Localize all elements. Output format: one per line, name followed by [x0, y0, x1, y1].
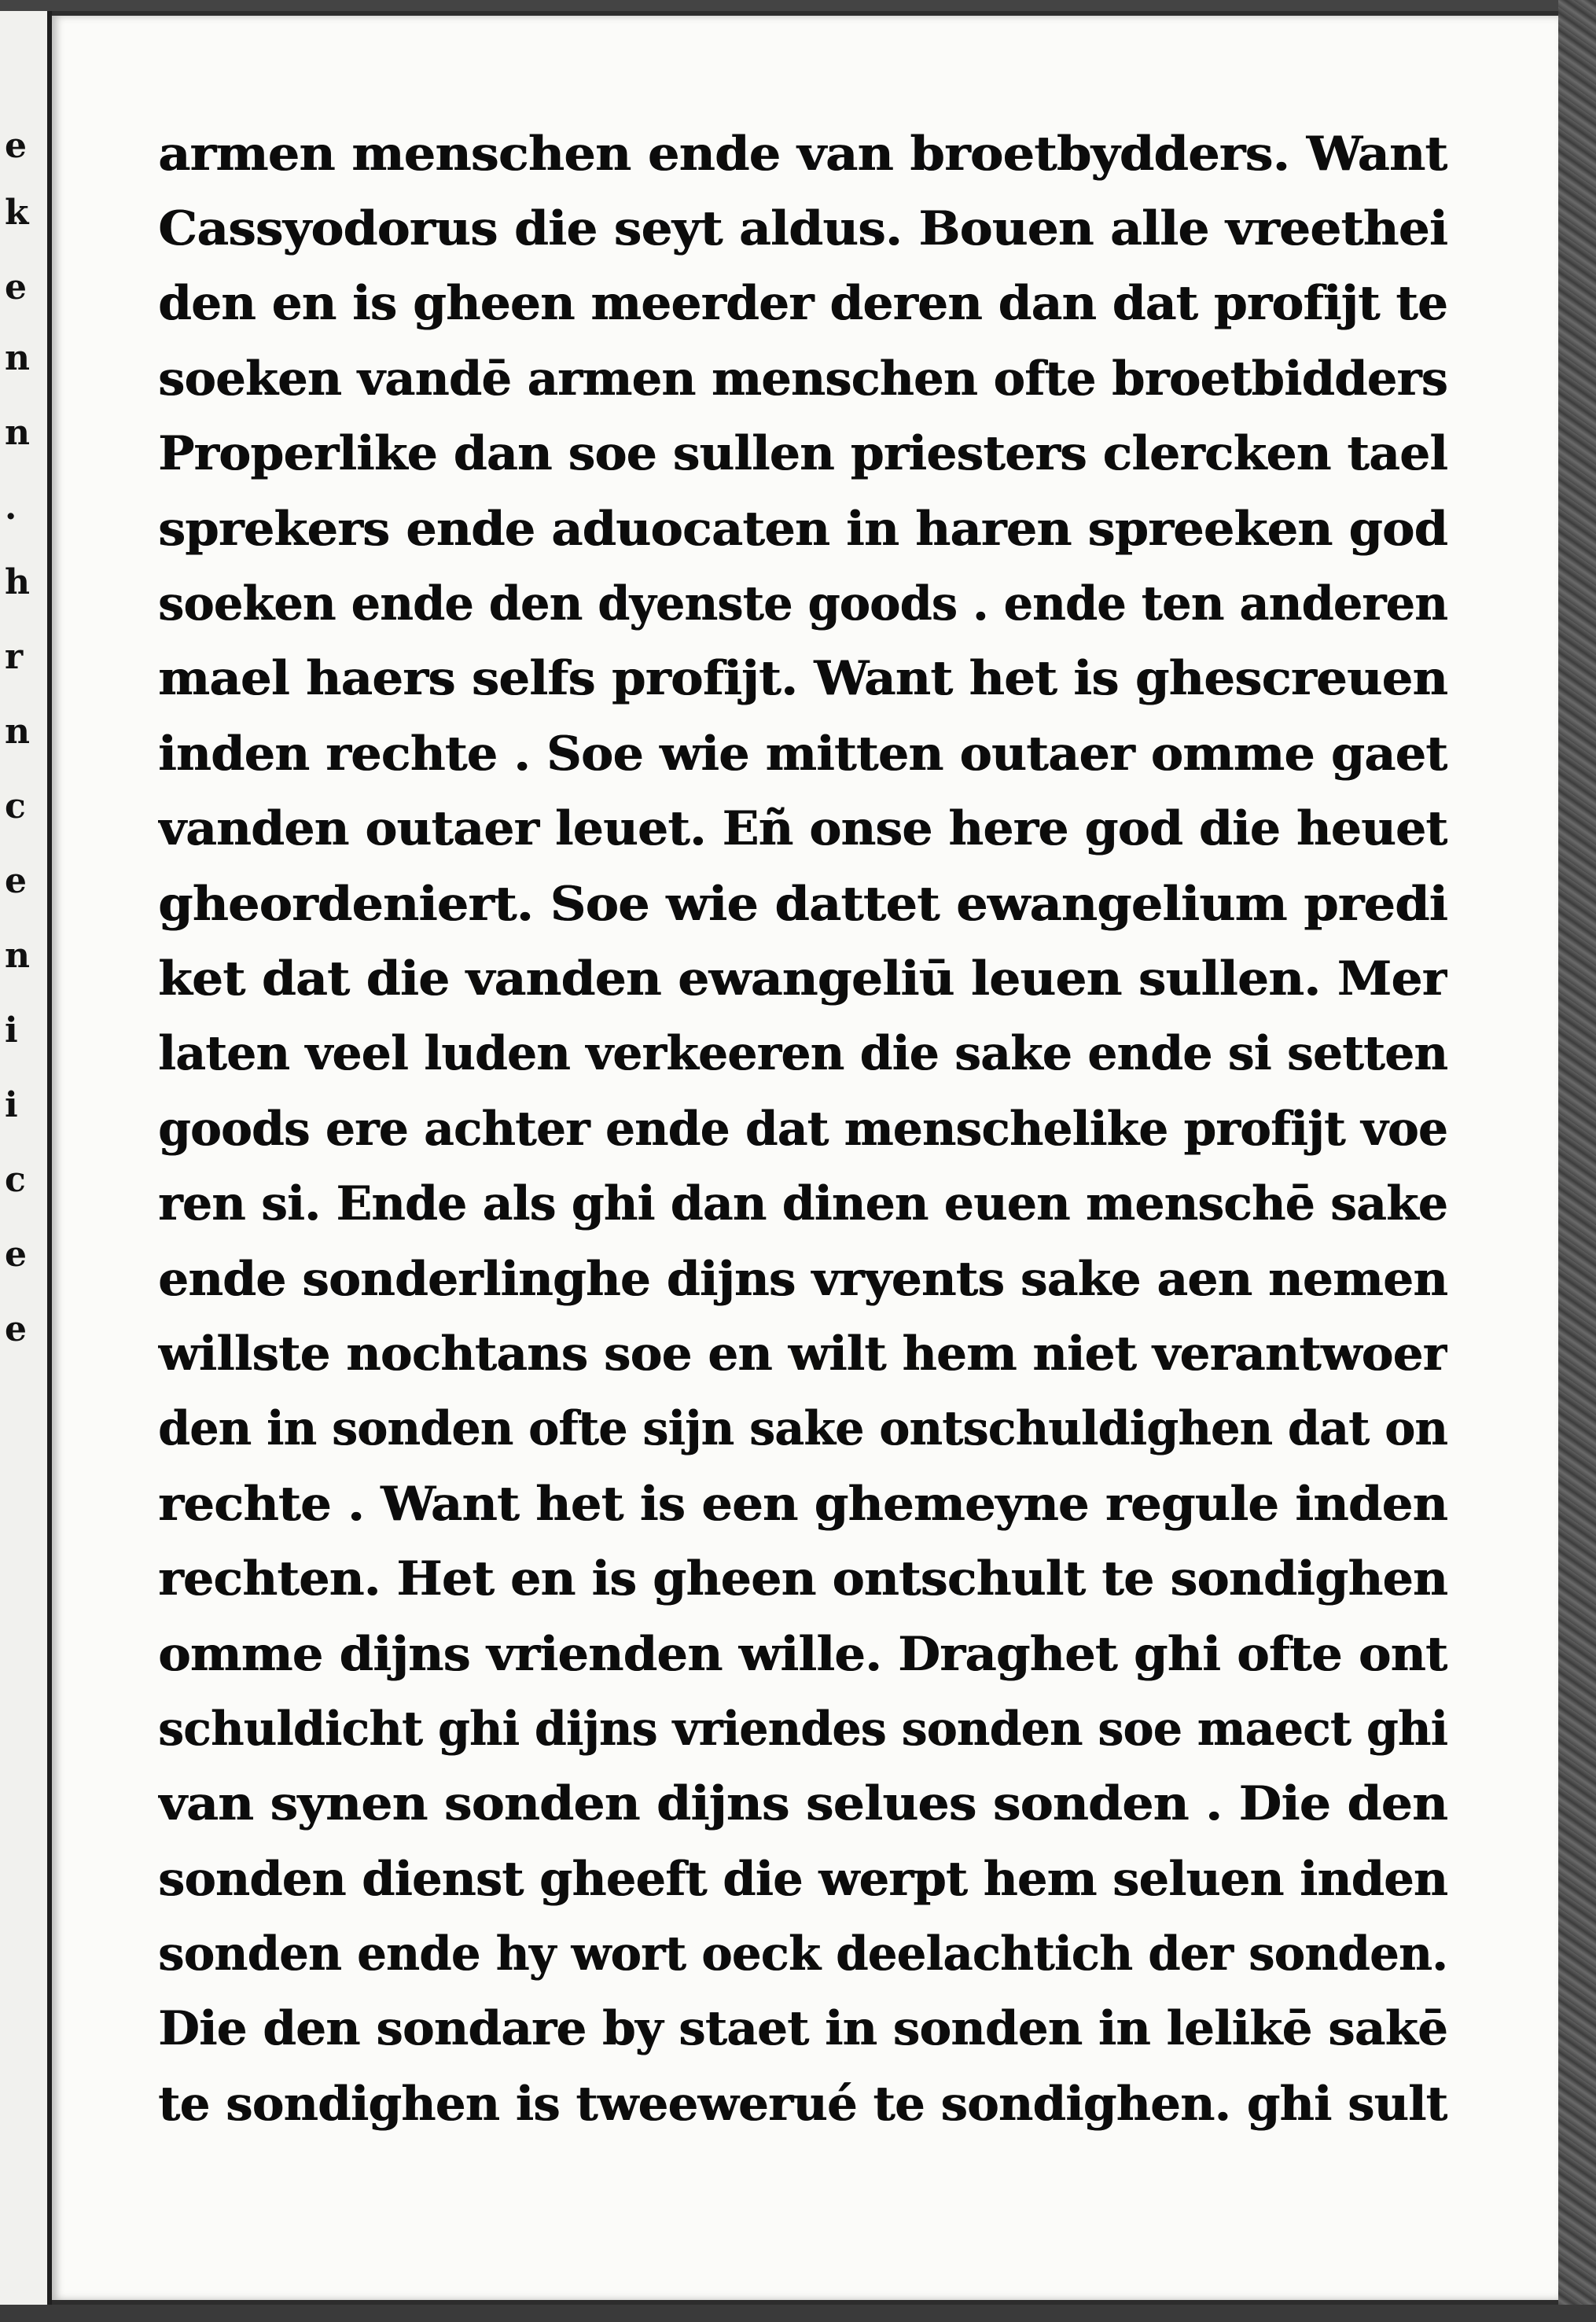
facing-page-fragment: k	[5, 193, 29, 233]
text-line	[158, 191, 1447, 266]
text-line-content: soeken vandē armen menschen ofte broetbidders	[158, 351, 1447, 407]
text-line	[158, 417, 1447, 491]
text-line	[158, 1992, 1447, 2066]
facing-page-fragment: i	[5, 1085, 18, 1125]
facing-page-fragment: c	[5, 786, 26, 826]
text-line-content: omme dijns vrienden wille. Draghet ghi ofte ont	[158, 1626, 1447, 1682]
text-line-content: te sondighen is tweewerué te sondighen. ghi sult	[158, 2076, 1447, 2132]
facing-page-fragment: e	[5, 1235, 27, 1275]
text-line-content: den en is gheen meerder deren dan dat profijt te	[158, 276, 1447, 332]
text-line	[158, 1242, 1447, 1316]
text-line-content: soeken ende den dyenste goods . ende ten anderen	[158, 576, 1447, 632]
facing-page-fragment: e	[5, 267, 27, 307]
facing-page-fragment: e	[5, 861, 27, 901]
text-line	[158, 867, 1447, 941]
text-line-content: armen menschen ende van broetbydders. Want	[158, 126, 1447, 182]
book-page	[52, 16, 1558, 2300]
text-line-content: rechte . Want het is een ghemeyne regule inden	[158, 1476, 1447, 1532]
facing-page-fragment: i	[5, 1010, 18, 1051]
text-line-content: Properlike dan soe sullen priesters clercken tael	[158, 426, 1447, 482]
text-line-content: sprekers ende aduocaten in haren spreeken god	[158, 501, 1447, 557]
marbled-board	[1558, 0, 1596, 2322]
text-line	[158, 267, 1447, 341]
text-line-content: willste nochtans soe en wilt hem niet verantwoer	[158, 1326, 1447, 1382]
text-line-content: gheordeniert. Soe wie dattet ewangelium predi	[158, 876, 1447, 932]
text-line	[158, 716, 1447, 791]
facing-page-fragment: n	[5, 413, 30, 453]
text-line-content: goods ere achter ende dat menschelike profijt voe	[158, 1101, 1447, 1157]
facing-page-fragment: n	[5, 936, 30, 976]
text-line	[158, 792, 1447, 867]
text-line	[158, 566, 1447, 641]
text-line	[158, 341, 1447, 416]
text-line-content: vanden outaer leuet. Eñ onse here god die heuet	[158, 801, 1447, 857]
facing-page-fragment: h	[5, 562, 30, 602]
text-line-content: rechten. Het en is gheen ontschult te sondighen	[158, 1551, 1447, 1607]
blackletter-text-block	[158, 116, 1447, 2142]
facing-page-fragment: n	[5, 712, 30, 752]
text-line-content: sonden dienst gheeft die werpt hem seluen inden	[158, 1851, 1447, 1907]
scan-border-top	[0, 0, 1596, 11]
text-line	[158, 1017, 1447, 1091]
text-line	[158, 1767, 1447, 1842]
text-line	[158, 1691, 1447, 1766]
facing-page-fragment: e	[5, 1309, 27, 1349]
scan-border-bottom	[0, 2305, 1596, 2322]
text-line-content: laten veel luden verkeeren die sake ende si setten	[158, 1026, 1447, 1082]
text-line	[158, 642, 1447, 716]
text-line	[158, 1916, 1447, 1991]
text-line	[158, 1166, 1447, 1241]
text-line-content: ende sonderlinghe dijns vryents sake aen nemen	[158, 1251, 1447, 1307]
text-line-content: schuldicht ghi dijns vriendes sonden soe maect ghi	[158, 1701, 1447, 1757]
facing-page-fragment: c	[5, 1160, 26, 1200]
text-line-content: inden rechte . Soe wie mitten outaer omme gaet	[158, 726, 1447, 782]
text-line	[158, 2066, 1447, 2141]
text-line-content: Die den sondare by staet in sonden in lelikē sakē	[158, 2001, 1447, 2057]
text-line-content: Cassyodorus die seyt aldus. Bouen alle vreethei	[158, 201, 1447, 257]
facing-page-edge	[0, 11, 52, 2305]
text-line-content: mael haers selfs profijt. Want het is ghescreuen	[158, 651, 1447, 707]
text-line-content: ren si. Ende als ghi dan dinen euen menschē sake	[158, 1176, 1447, 1232]
text-line	[158, 1392, 1447, 1466]
text-line-content: den in sonden ofte sijn sake ontschuldighen dat on	[158, 1401, 1447, 1457]
facing-page-fragment: n	[5, 338, 30, 378]
text-line	[158, 116, 1447, 191]
text-line-content: van synen sonden dijns selues sonden . Die den	[158, 1776, 1447, 1832]
text-line-content: ket dat die vanden ewangeliū leuen sullen. Mer	[158, 951, 1447, 1006]
text-line	[158, 1316, 1447, 1391]
facing-page-fragment: r	[5, 637, 24, 677]
text-line	[158, 1466, 1447, 1541]
text-line	[158, 1091, 1447, 1166]
facing-page-fragment: e	[5, 126, 27, 166]
text-line	[158, 941, 1447, 1016]
facing-page-fragment: .	[5, 488, 17, 528]
text-line	[158, 491, 1447, 566]
text-line	[158, 1617, 1447, 1691]
text-line	[158, 1541, 1447, 1616]
text-line	[158, 1842, 1447, 1916]
text-line-content: sonden ende hy wort oeck deelachtich der sonden.	[158, 1926, 1447, 1982]
